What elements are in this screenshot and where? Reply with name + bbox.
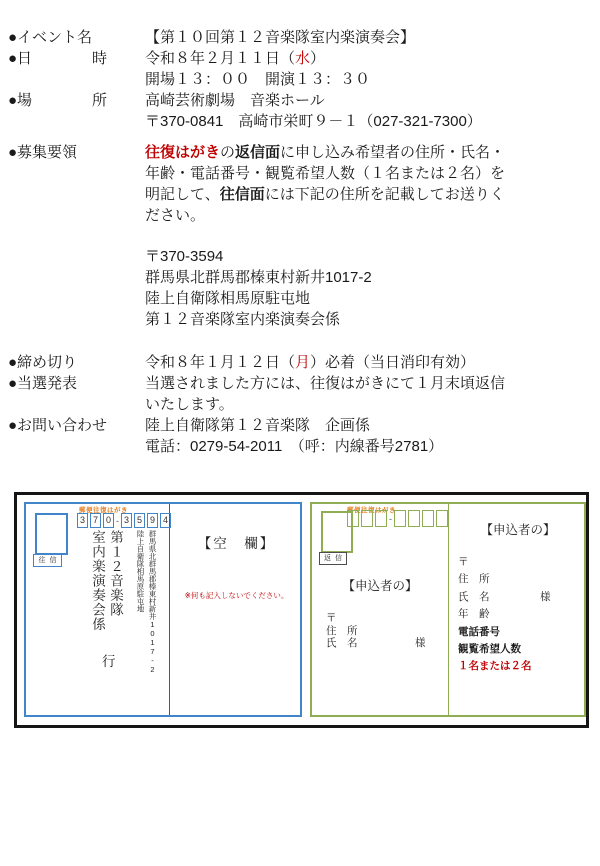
announcement-line2: いたします。 [145, 396, 234, 413]
front-postal-field: 〒 [326, 612, 337, 624]
reply-card-header: 郵便往復はがき [347, 507, 396, 514]
front-address-field: 住 所 [326, 624, 358, 637]
event-notice-text [8, 27, 592, 457]
mailing-address-line3: 第１２音楽隊室内楽演奏会係 [145, 311, 341, 328]
datetime-weekday: 水 [295, 50, 311, 67]
datetime-row [8, 48, 592, 69]
recruitment-row [8, 142, 592, 226]
place-address-value: 〒370-0841 高崎市栄町９－１（027-321-7300） [145, 113, 482, 130]
mailing-postal-code: 〒370-3594 [145, 248, 224, 265]
back-postal-field: 〒 [458, 556, 469, 568]
deadline-weekday: 月 [295, 354, 311, 371]
destination-honorific: 行 [102, 654, 116, 669]
back-address-field: 住 所 [458, 573, 490, 586]
postal-code-box-empty [436, 510, 448, 527]
announcement-line1: 当選されました方には、往復はがきにて１月末頃返信 [145, 375, 506, 392]
deadline-row [8, 352, 592, 373]
outgoing-postcard [24, 502, 302, 717]
stamp-box [321, 511, 353, 553]
reply-corner-label: 返信 [319, 552, 347, 565]
outgoing-card-header: 郵便往復はがき [79, 507, 128, 514]
deadline-suffix: ）必着（当日消印有効） [310, 354, 476, 371]
mailing-address-block [145, 246, 592, 330]
mailing-address-row [8, 246, 592, 330]
recruitment-text-2: に申し込み希望者の住所・氏名・年齢・電話番号・観覧希望人数（１名または２名）を明記して、 [145, 144, 506, 203]
contact-label: ●お問い合わせ [8, 417, 108, 434]
back-honorific: 様 [540, 590, 551, 603]
postcard-sample-figure [14, 492, 589, 728]
recruitment-reply-face: 返信面 [235, 144, 281, 161]
front-name-field [326, 637, 426, 650]
recruitment-postcard-term: 往復はがき [145, 144, 221, 161]
postal-code-box-empty [375, 510, 387, 527]
deadline-value [145, 352, 592, 373]
postal-digit-box: 0 [103, 513, 114, 528]
stamp-box [35, 513, 68, 555]
spacer [8, 226, 592, 246]
postal-digit-box: 5 [134, 513, 145, 528]
contact-line1: 陸上自衛隊第１２音楽隊 企画係 [145, 417, 371, 434]
postal-digit-box: 4 [160, 513, 171, 528]
postal-digit-box: 9 [147, 513, 158, 528]
deadline-prefix: 令和８年１月１２日（ [145, 354, 296, 371]
place-row [8, 90, 592, 111]
back-name-field [458, 589, 551, 606]
spacer [8, 330, 592, 352]
event-name-value: 【第１０回第１２音楽隊室内楽演奏会】 [145, 29, 416, 46]
recruitment-text-1: の [220, 144, 236, 161]
contact-value [145, 415, 592, 457]
postal-code-dash: - [116, 515, 119, 526]
announcement-row [8, 373, 592, 415]
destination-address-line1: 群馬県北群馬郡榛東村新井1017-2 [148, 530, 157, 674]
back-phone-field: 電話番号 [458, 625, 500, 638]
mailing-address-line1: 群馬県北群馬郡榛東村新井1017-2 [145, 269, 372, 286]
back-name-label: 氏 名 [458, 590, 490, 603]
spacer [8, 132, 592, 142]
event-name-row [8, 27, 592, 48]
datetime-label: ●日 時 [8, 50, 108, 67]
destination-name-line2: 室内楽演奏会係 [90, 530, 105, 632]
announcement-value [145, 373, 592, 415]
blank-section-note: ※何も記入しないでください。 [184, 591, 289, 600]
reply-front-fields [326, 612, 426, 650]
postal-code-box-empty [394, 510, 406, 527]
place-value: 高崎芸術劇場 音楽ホール [145, 92, 325, 109]
postal-digit-box: 3 [77, 513, 88, 528]
front-name-label: 氏 名 [326, 637, 358, 649]
recruitment-paragraph [145, 142, 519, 226]
front-honorific: 様 [415, 637, 426, 649]
deadline-label: ●締め切り [8, 354, 78, 371]
datetime-prefix: 令和８年２月１１日（ [145, 50, 296, 67]
place-label: ●場 所 [8, 92, 108, 109]
postal-code-box-empty [422, 510, 434, 527]
contact-row [8, 415, 592, 457]
reply-postal-code-boxes [347, 510, 448, 527]
back-count-field: 観覧希望人数 [458, 643, 521, 656]
postal-code-box-empty [361, 510, 373, 527]
place-address-row [8, 111, 592, 132]
blank-section-title: 【空 欄】 [197, 536, 276, 551]
postal-code-box-empty [408, 510, 420, 527]
datetime-value [145, 48, 592, 69]
doors-open-row [8, 69, 592, 90]
datetime-suffix: ） [310, 50, 326, 67]
destination-name-line1: 第１２音楽隊 [108, 530, 123, 617]
back-count-value: １名または２名 [458, 660, 532, 673]
back-age-field: 年 齢 [458, 608, 490, 621]
outgoing-corner-label: 往信 [33, 554, 62, 567]
reply-back-fields [458, 554, 551, 676]
event-name-label: ●イベント名 [8, 29, 93, 46]
reply-front-title: 【申込者の】 [342, 579, 418, 593]
postal-digit-box: 7 [90, 513, 101, 528]
announcement-label: ●当選発表 [8, 375, 78, 392]
reply-postcard [310, 502, 586, 717]
destination-address-line2: 陸上自衛隊相馬原駐屯地 [136, 530, 145, 613]
recruitment-text-3: には下記の住所を記載してお送りください。 [145, 186, 505, 224]
postal-code-dash: - [389, 513, 392, 524]
mailing-address-line2: 陸上自衛隊相馬原駐屯地 [145, 290, 311, 307]
reply-back-title: 【申込者の】 [480, 523, 556, 537]
doors-open-value: 開場１３：００ 開演１３：３０ [145, 71, 371, 88]
recruitment-outgoing-face: 往信面 [219, 186, 265, 203]
destination-address-vertical [134, 530, 158, 690]
contact-line2: 電話：0279-54-2011 （呼：内線番号2781） [145, 438, 444, 455]
outgoing-postal-code-boxes [77, 513, 171, 528]
postal-digit-box: 3 [121, 513, 132, 528]
recruitment-label: ●募集要領 [8, 144, 78, 161]
